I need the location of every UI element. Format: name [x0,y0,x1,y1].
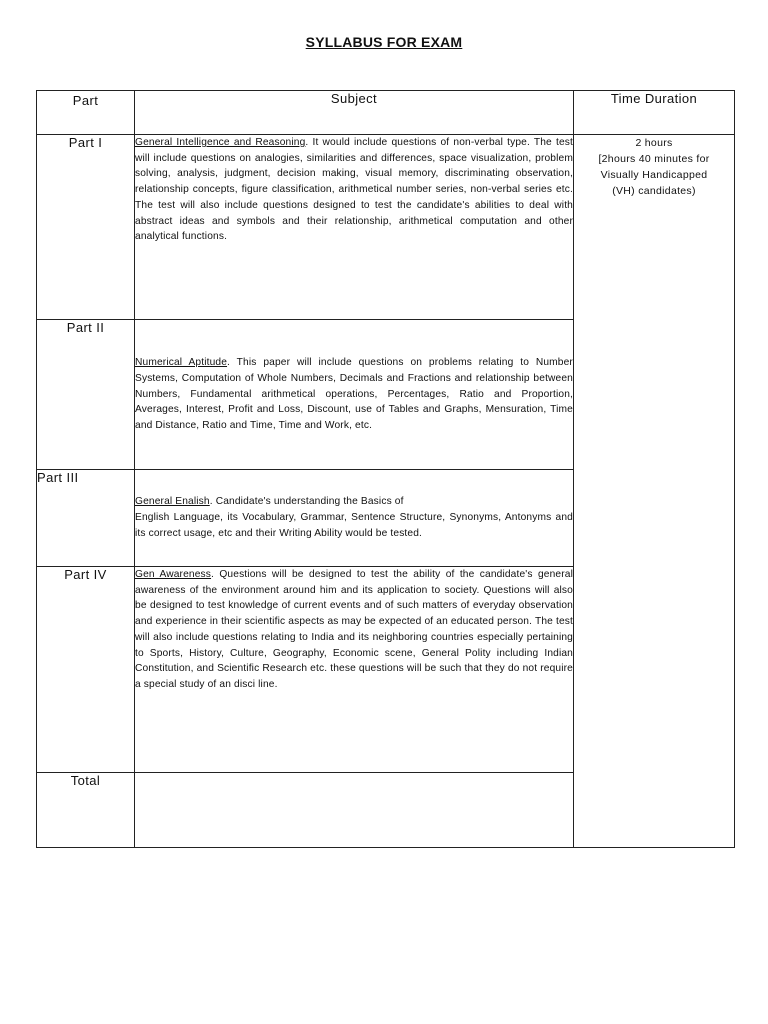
total-label: Total [37,773,135,848]
part-label: Part IV [37,567,135,773]
subject-text: . This paper will include questions on problems relating to Number Systems, Computation of Whole Numbers, Decimals and Fractions and relationship between Numbers, Fundamental arithmetical operations, Percentages, Ratio and Proportion, Averages, Interest, Profit and Loss, Discount, use of Tables and Graphs, Mensuration, Time and Distance, Ratio and Time, Time and Work, etc. [135,357,573,432]
duration-cell [574,135,735,848]
subject-text: . Candidate's understanding the Basics of [209,496,404,508]
duration-line: (VH) candidates) [612,185,696,197]
total-subject-cell [135,773,574,848]
subject-cell [135,135,574,320]
part-label: Part III [37,470,135,567]
header-duration: Time Duration [574,91,735,135]
part-label: Part II [37,320,135,470]
header-part: Part [37,91,135,135]
subject-cell [135,470,574,567]
document-title: SYLLABUS FOR EXAM [305,34,463,50]
subject-cell [135,320,574,470]
header-subject: Subject [135,91,574,135]
subject-text: . It would include questions of non-verbal type. The test will include questions on analogies, similarities and differences, space visualization, problem solving, analysis, judgment, decision making, visual memory, discriminating observation, relationship concepts, figure classification, arithmetical number series, non-verbal series etc. The test will also include questions designed to test the candidate's abilities to deal with abstract ideas and symbols and their relationship, arithmetical computation and other analytical functions. [135,137,573,243]
duration-line: [2hours 40 minutes for [598,153,710,165]
table-header-row [37,91,735,135]
duration-line: Visually Handicapped [600,169,708,181]
subject-text-continued: English Language, its Vocabulary, Grammar, Sentence Structure, Synonyms, Antonyms and its correct usage, etc and their Writing Ability would be tested. [135,512,573,539]
subject-cell [135,567,574,773]
subject-text: . Questions will be designed to test the ability of the candidate's general awareness of the environment around him and its application to society. Questions will also be designed to test knowledge of current events and of such matters of everyday observation and experience in their scientific aspects as may be expected of an educated person. The test will also include questions relating to India and its neighboring countries especially pertaining to Sports, History, Culture, Geography, Economic scene, General Polity including Indian Constitution, and Scientific Research etc. these questions will be such that they do not require a special study of an disci line. [135,569,574,690]
table-row [37,135,735,320]
duration-line: 2 hours [635,137,673,149]
subject-title: General Enalish [135,496,210,508]
subject-title: General Intelligence and Reasoning [135,137,306,148]
part-label: Part I [37,135,135,320]
subject-title: Numerical Aptitude [135,357,228,369]
syllabus-table [36,90,735,848]
subject-title: Gen Awareness [135,569,212,580]
